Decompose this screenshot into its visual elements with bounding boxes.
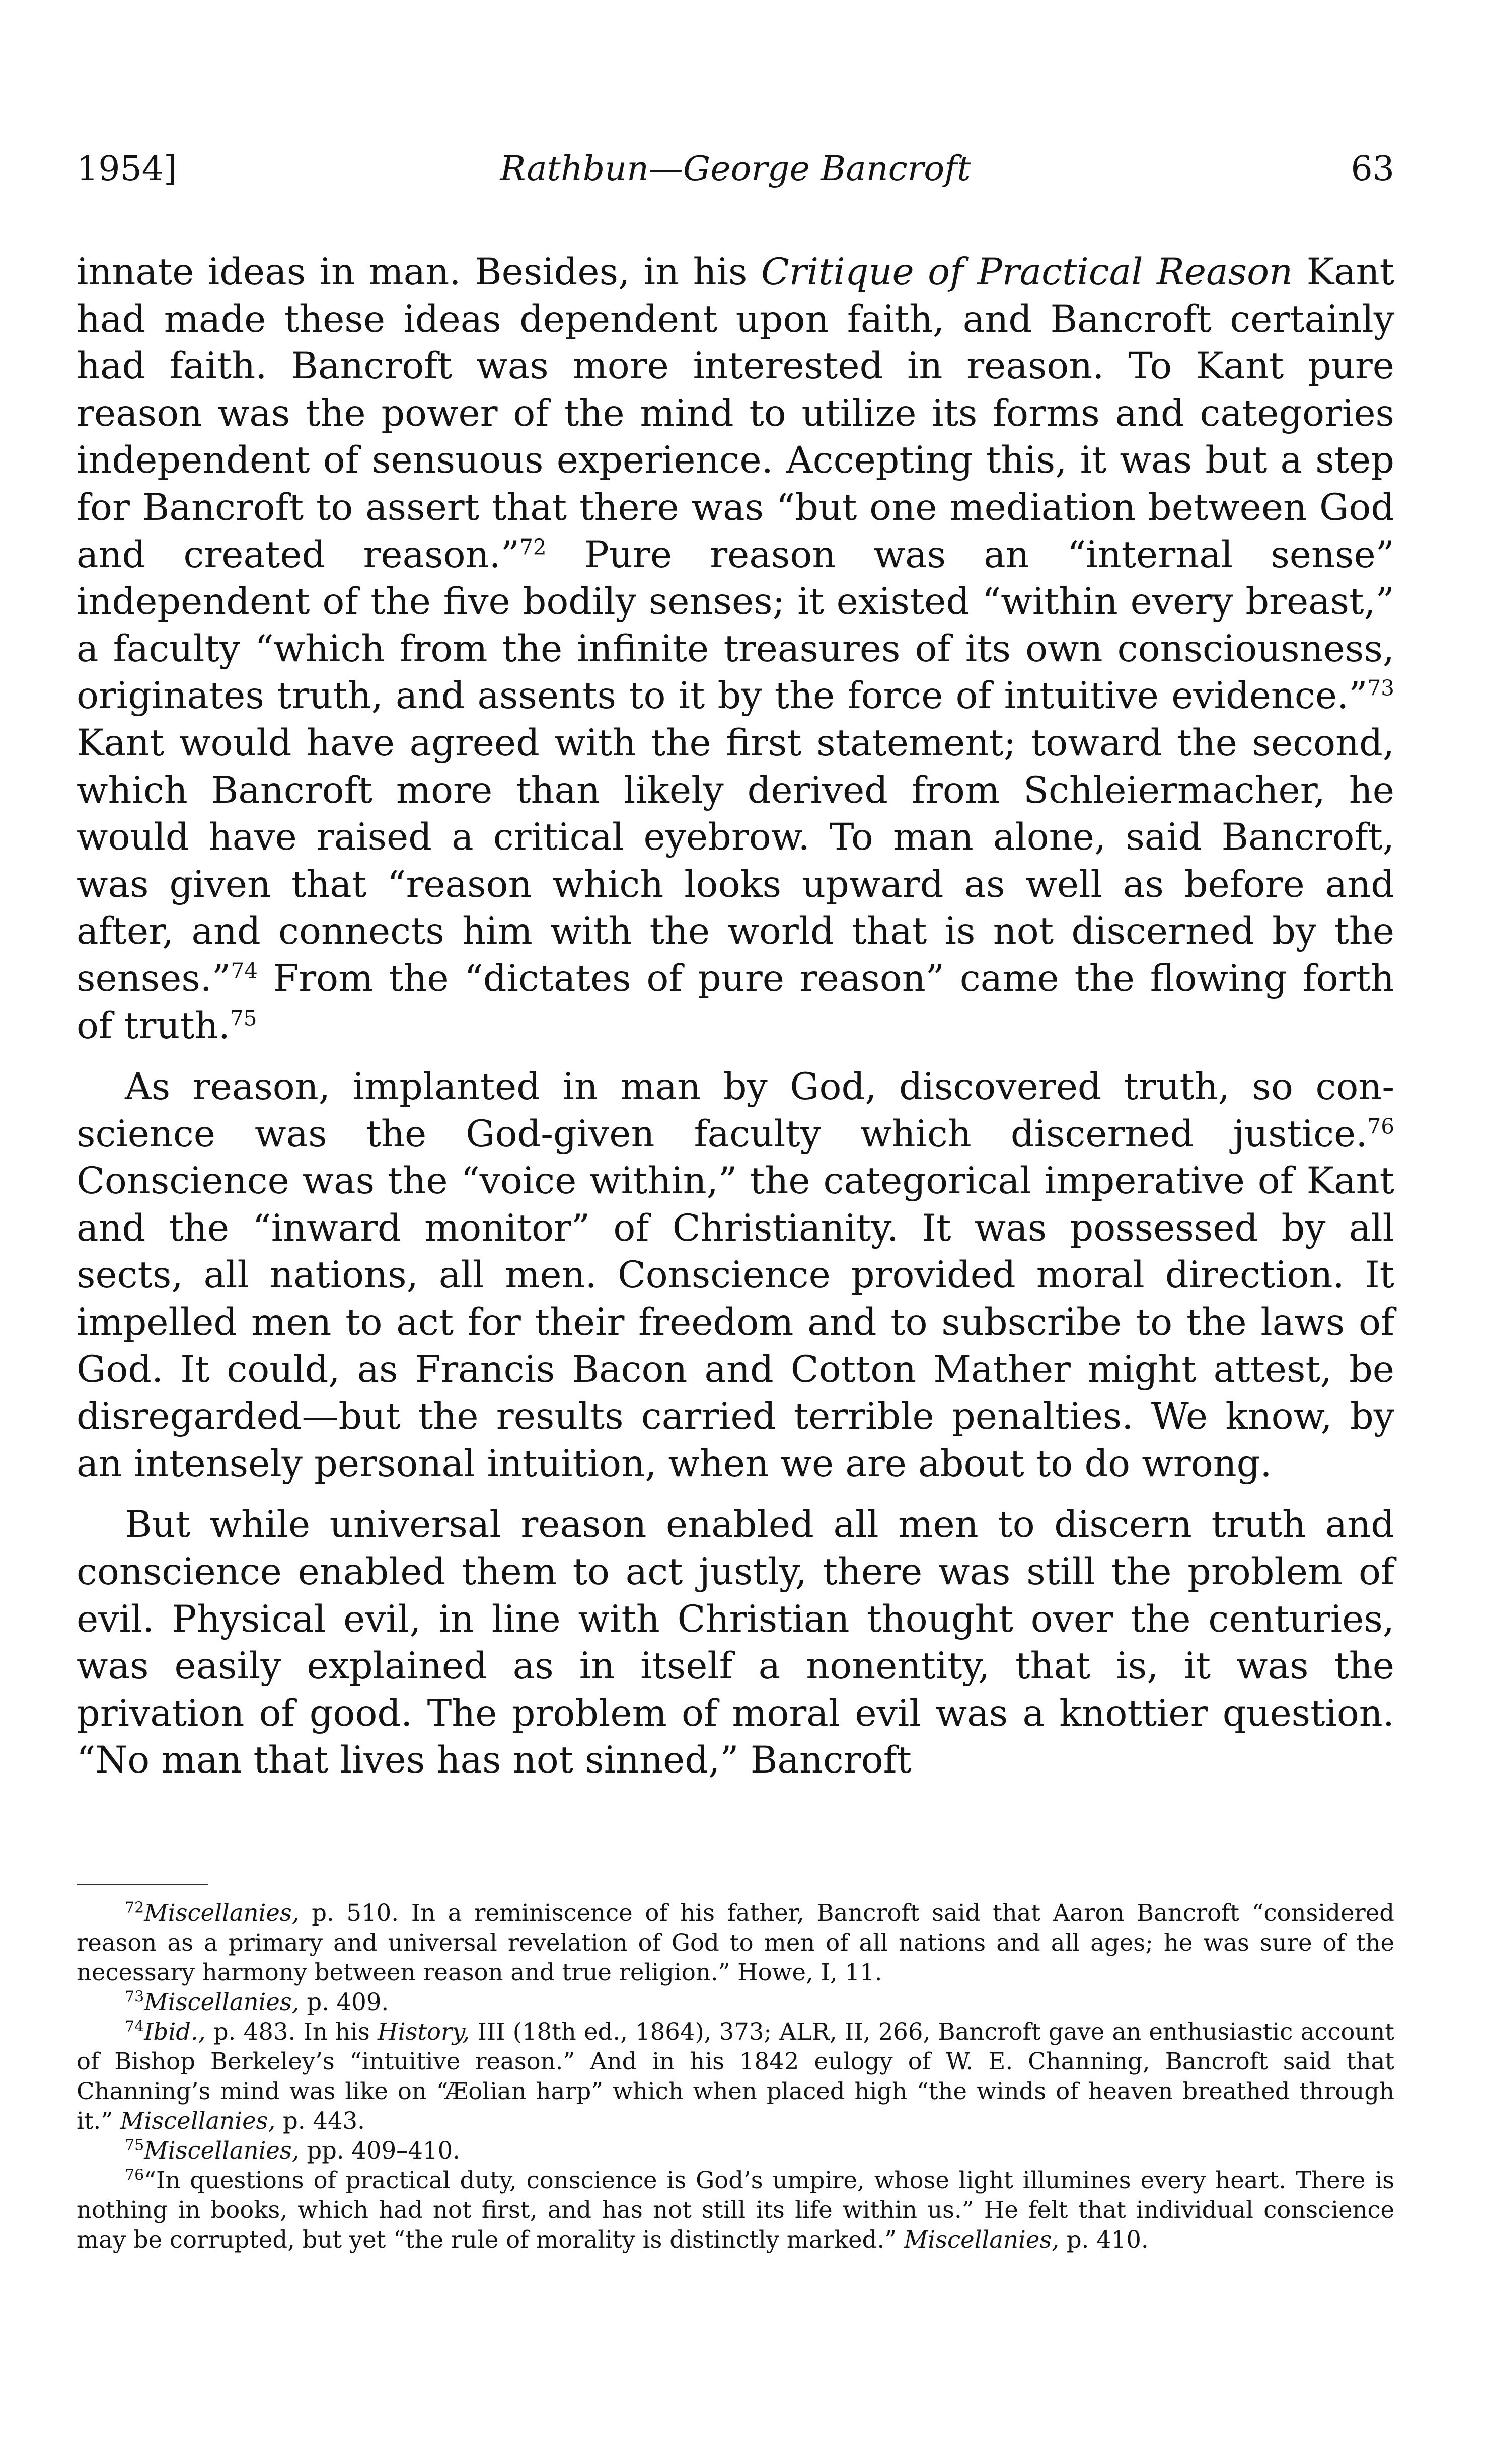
citation-title: Ibid., — [144, 2018, 206, 2045]
article-title: Rathbun—George Bancroft — [500, 149, 971, 189]
citation-title: Miscellanies, — [144, 2137, 300, 2164]
footnote-73 — [77, 1987, 1394, 2017]
paragraph-1 — [77, 249, 1394, 1049]
text-run: innate ideas in man. Besides, in his — [77, 251, 761, 293]
footnote-ref-73: 73 — [1367, 676, 1394, 701]
text-run: Conscience was the “voice within,” the categorical imperative of Kant and the “inward monitor” of Christianity. It was possessed by all sects, all nations, all men. Conscience provided moral direction. It impelled men to act for their freedom and to subscribe to the laws of God. It could, as Francis Bacon and Cotton Mather might attest, be disregarded—but the results carried terrible penalties. We know, by an intensely personal intuition, when we are about to do wrong. — [77, 1160, 1394, 1485]
footnotes — [77, 1898, 1394, 2255]
text-run: Kant would have agreed with the first statement; toward the second, which Bancroft more than likely derived from Schleiermacher, he would have raised a critical eyebrow. To man alone, said Bancroft, was given that “reason which looks upward as well as before and after, and connects him with the world that is not discerned by the senses.” — [77, 721, 1394, 1000]
footnote-ref-75: 75 — [230, 1006, 257, 1031]
footnote-text: p. 483. In his — [205, 2018, 378, 2045]
page-number: 63 — [1351, 149, 1394, 189]
footnote-number: 76 — [125, 2166, 144, 2184]
footnote-74 — [77, 2017, 1394, 2136]
book-title-critique: Critique of Practical Reason — [761, 251, 1293, 293]
text-run: But while universal reason enabled all men to discern truth and conscience enabled them to act justly, there was still the problem of evil. Physical evil, in line with Christian thought over the centuries, was easily explained as in itself a nonentity, that is, it was the privation of good. The problem of moral evil was a knottier question. “No man that lives has not sinned,” Bancroft — [77, 1503, 1394, 1782]
journal-page — [77, 0, 1394, 2464]
footnote-text: p. 510. In a reminiscence of his father, Bancroft said that Aaron Bancroft “considered reason as a primary and universal revelation of God to men of all nations and all ages; he was sure of the necessary harmony between reason and true religion.” Howe, I, 11. — [77, 1899, 1394, 1986]
text-run: Kant had made these ideas dependent upon faith, and Bancroft certainly had faith. Bancroft was more interested in reason. To Kant pure reason was the power of the mind to utilize its forms and categories independent of sensuous experience. Accepting this, it was but a step for Bancroft to assert that there was “but one mediation between God and created reason.” — [77, 251, 1394, 576]
running-head — [77, 144, 1394, 194]
text-run: As reason, implanted in man by God, discovered truth, so conscience was the God-given faculty which discerned justice. — [77, 1065, 1394, 1156]
body-text — [77, 249, 1394, 1784]
citation-title: Miscellanies, — [144, 1988, 300, 2016]
footnote-ref-74: 74 — [231, 958, 258, 983]
footnote-75 — [77, 2136, 1394, 2166]
paragraph-3 — [77, 1501, 1394, 1784]
footnote-text: p. 409. — [299, 1988, 389, 2016]
footnote-text: pp. 409–410. — [299, 2137, 460, 2164]
footnote-number: 72 — [125, 1899, 144, 1917]
footnote-separator — [77, 1884, 208, 1885]
footnote-number: 73 — [125, 1988, 144, 2006]
citation-title: History, — [378, 2018, 470, 2045]
volume-year: 1954] — [77, 149, 177, 189]
footnote-ref-72: 72 — [519, 534, 547, 560]
citation-title: Miscellanies, — [120, 2107, 276, 2134]
footnote-76 — [77, 2166, 1394, 2255]
paragraph-2 — [77, 1063, 1394, 1487]
footnote-ref-76: 76 — [1367, 1114, 1394, 1139]
footnote-text: III (18th ed., 1864), 373; ALR, II, 266, Bancroft gave an enthusiastic account of Bishop Berkeley’s “intuitive reason.” And in his 1842 eulogy of W. E. Channing, Bancroft said that Channing’s mind was like on “Æolian harp” which when placed high “the winds of heaven breathed through it.” — [77, 2018, 1394, 2134]
footnote-72 — [77, 1898, 1394, 1987]
citation-title: Miscellanies, — [144, 1899, 300, 1927]
footnote-number: 75 — [125, 2136, 144, 2154]
text-run: Pure reason was an “internal sense” independent of the five bodily senses; it existed “within every breast,” a faculty “which from the infinite treasures of its own consciousness, originates truth, and assents to it by the force of intuitive evidence.” — [77, 533, 1394, 718]
footnote-number: 74 — [125, 2018, 144, 2036]
footnote-text: p. 410. — [1059, 2226, 1149, 2253]
footnote-text: “In questions of practical duty, conscience is God’s umpire, whose light illumines every heart. There is nothing in books, which had not first, and has not still its life within us.” He felt that individual conscience may be corrupted, but yet “the rule of morality is distinctly marked.” — [77, 2167, 1394, 2253]
footnote-text: p. 443. — [275, 2107, 365, 2134]
text-run: From the “dictates of pure reason” came the flowing forth of truth. — [77, 957, 1394, 1047]
citation-title: Miscellanies, — [904, 2226, 1060, 2253]
